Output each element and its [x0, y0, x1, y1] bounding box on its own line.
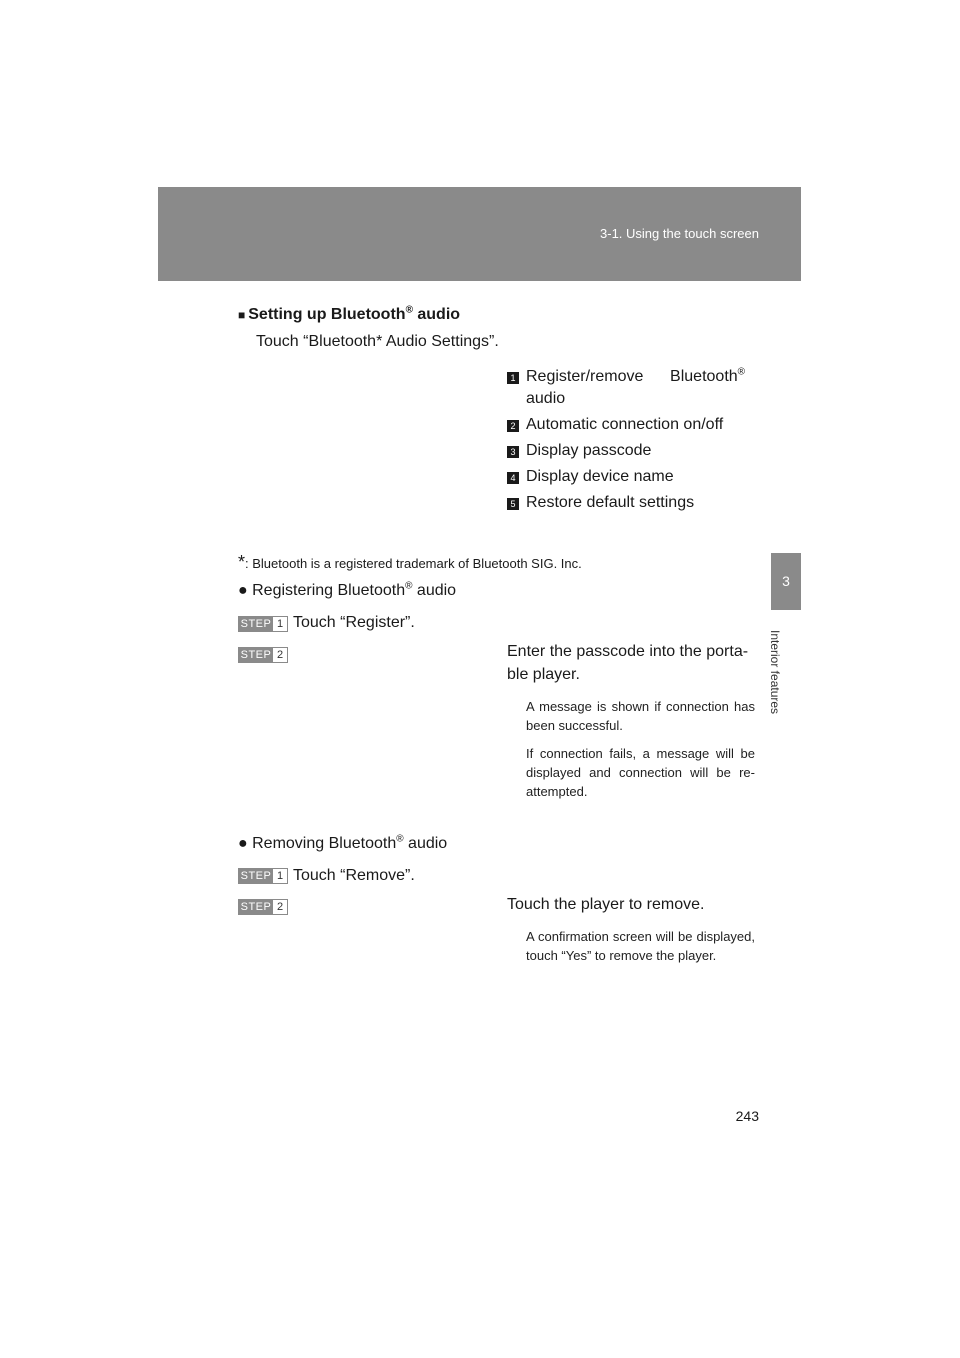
- circle-bullet-icon: ●: [238, 582, 248, 599]
- setting-up-instruction: Touch “Bluetooth* Audio Settings”.: [256, 333, 499, 350]
- item-text: Restore default settings: [526, 494, 695, 511]
- step-badge: [238, 616, 288, 632]
- circle-bullet-icon: ●: [238, 835, 248, 852]
- step-label: STEP: [240, 649, 272, 661]
- asterisk-mark: *: [238, 552, 246, 572]
- step-text: Touch “Remove”.: [293, 867, 415, 884]
- number-5-icon: 5: [507, 498, 519, 510]
- chapter-label: [768, 630, 794, 740]
- step-number: 2: [276, 901, 284, 913]
- registered-mark: ®: [405, 580, 413, 592]
- removing-heading: [238, 833, 447, 855]
- note: A confirmation screen will be displayed, touch “Yes” to remove the player.: [526, 929, 755, 963]
- item-text: Register/remove Bluetooth: [526, 368, 738, 385]
- number-4-icon: 4: [507, 472, 519, 484]
- step-badge: [238, 899, 288, 915]
- item-text: Display passcode: [526, 442, 652, 459]
- number-3-icon: 3: [507, 446, 519, 458]
- step-number: 1: [276, 618, 284, 630]
- heading-suffix: audio: [412, 582, 457, 599]
- heading-suffix: audio: [403, 835, 448, 852]
- chapter-tab: 3: [771, 553, 801, 610]
- step-text-line: ble player.: [507, 666, 580, 683]
- step-text-line: Enter the passcode into the porta-: [507, 643, 749, 660]
- setting-up-heading: [238, 304, 460, 326]
- step-text: Touch the player to remove.: [507, 896, 705, 913]
- step-badge: [238, 647, 288, 663]
- step-text: Touch “Register”.: [293, 614, 415, 631]
- number-2-icon: 2: [507, 420, 519, 432]
- step-label: STEP: [240, 901, 272, 913]
- list-item: [507, 366, 767, 410]
- list-item: [507, 414, 767, 436]
- registered-mark: ®: [737, 366, 746, 378]
- heading-suffix: audio: [412, 306, 461, 323]
- step-number: 1: [276, 870, 284, 882]
- step-badge: [238, 868, 288, 884]
- registering-heading: [238, 580, 456, 602]
- item-text-continued: audio: [526, 390, 566, 407]
- page-number: 243: [735, 1108, 759, 1124]
- heading-text: Setting up Bluetooth: [248, 306, 406, 323]
- note: If connection fails, a message will be displayed and connection will be re-attempted.: [526, 746, 755, 799]
- heading-text: Registering Bluetooth: [252, 582, 406, 599]
- section-title: 3-1. Using the touch screen: [600, 226, 759, 241]
- item-text: Automatic connection on/off: [526, 416, 724, 433]
- number-1-icon: 1: [507, 372, 519, 384]
- footnote: [238, 552, 582, 573]
- item-text: Display device name: [526, 468, 674, 485]
- step-label: STEP: [240, 870, 272, 882]
- step-text: [507, 641, 757, 686]
- registered-mark: ®: [396, 833, 404, 845]
- step-number: 2: [276, 649, 284, 661]
- list-item: [507, 492, 767, 514]
- chapter-title: Interior features: [768, 630, 782, 715]
- step-label: STEP: [240, 618, 272, 630]
- square-bullet-icon: ■: [238, 308, 246, 322]
- note: A message is shown if connection has been successful.: [526, 699, 755, 733]
- heading-text: Removing Bluetooth: [252, 835, 397, 852]
- registered-mark: ®: [405, 304, 413, 316]
- list-item: [507, 440, 767, 462]
- footnote-text: : Bluetooth is a registered trademark of Bluetooth SIG. Inc.: [245, 556, 582, 571]
- list-item: [507, 466, 767, 488]
